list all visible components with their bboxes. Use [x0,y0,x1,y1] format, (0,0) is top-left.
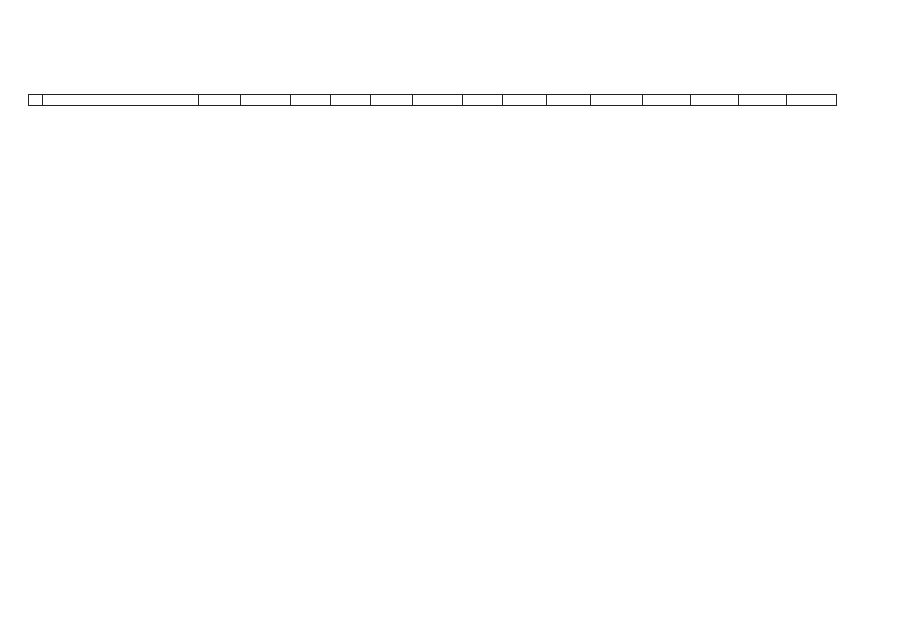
column-number-cell [413,95,463,106]
column-number-cell [199,95,241,106]
column-number-cell [371,95,413,106]
table-body [29,95,837,106]
column-number-cell [503,95,547,106]
column-number-cell [463,95,503,106]
column-number-cell [691,95,739,106]
column-number-cell [739,95,787,106]
column-number-cell [291,95,331,106]
column-number-cell [43,95,199,106]
housing-data-table [28,94,837,106]
column-number-cell [787,95,837,106]
column-number-cell [643,95,691,106]
column-number-row [29,95,837,106]
column-number-cell [331,95,371,106]
column-number-cell [241,95,291,106]
column-number-cell [591,95,643,106]
column-number-cell [29,95,43,106]
column-number-cell [547,95,591,106]
